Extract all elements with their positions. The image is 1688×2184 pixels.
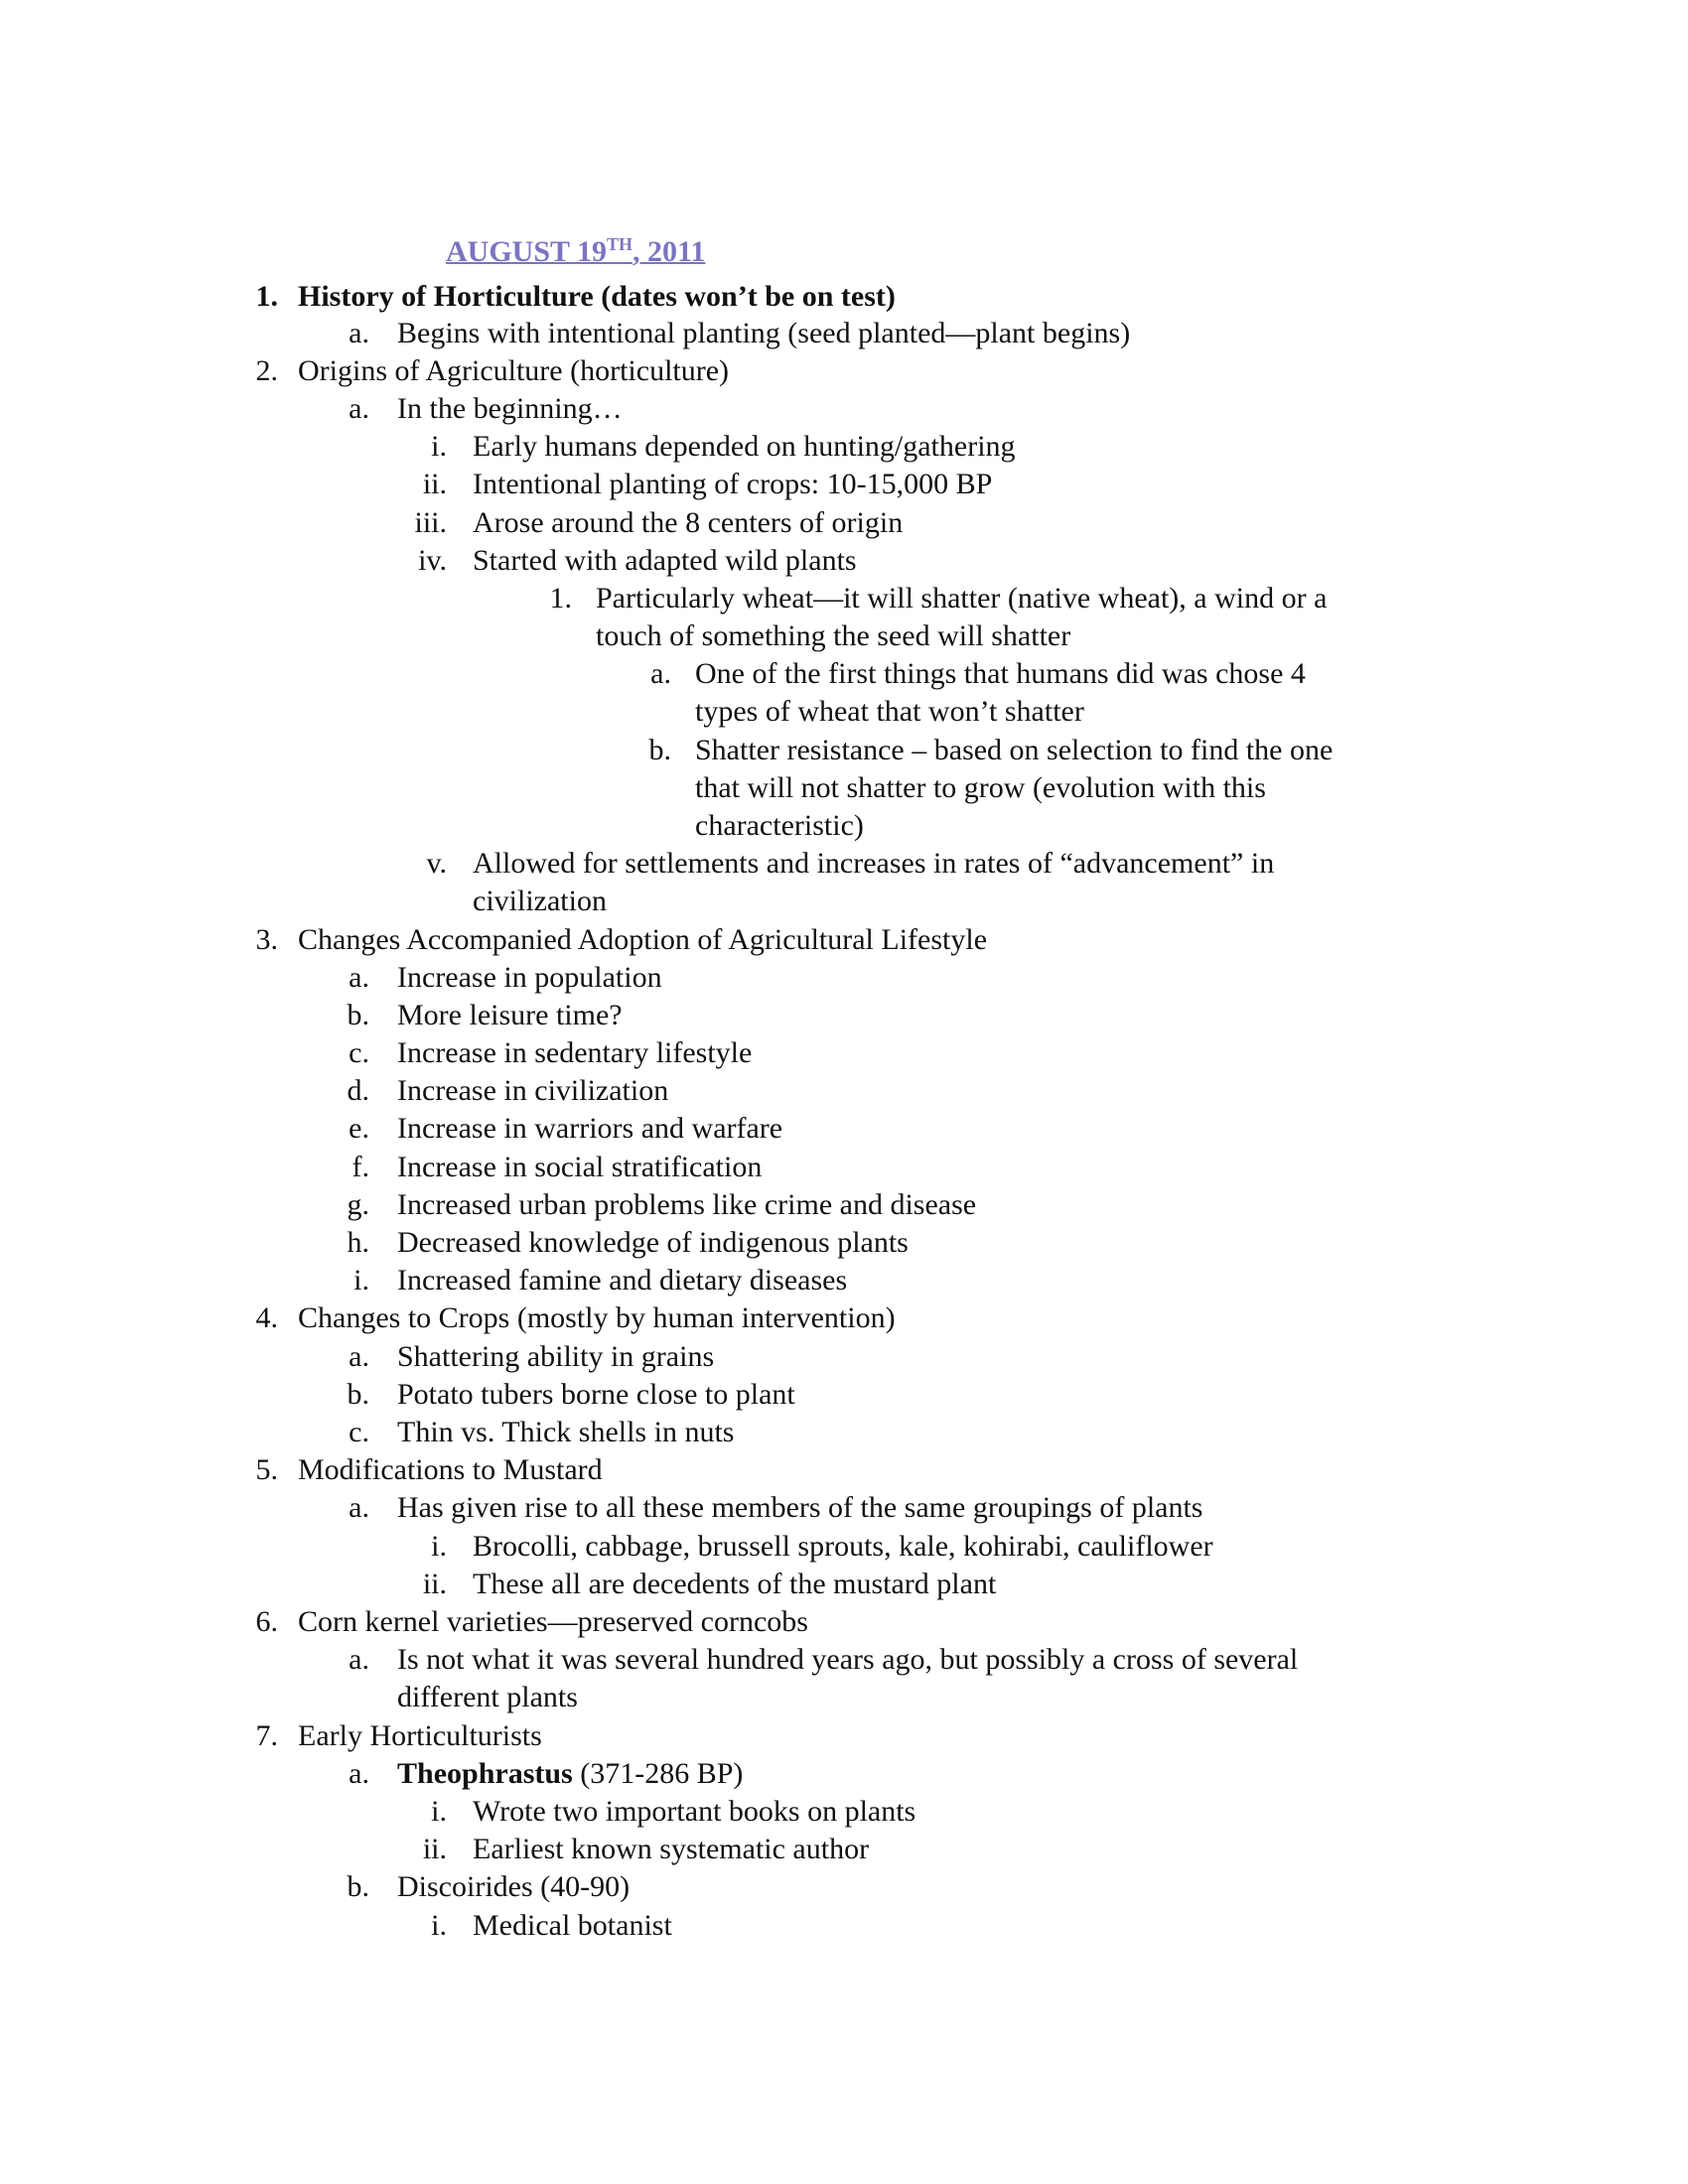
outline-line: [255, 1451, 603, 1489]
line-text: These all are decedents of the mustard plant: [473, 1568, 997, 1600]
outline-line: [418, 542, 857, 580]
outline-line: [349, 1034, 753, 1072]
list-marker: 1.: [549, 582, 572, 614]
outline-line: [422, 1831, 870, 1868]
list-marker: 4.: [255, 1301, 278, 1334]
line-text: Origins of Agriculture (horticulture): [298, 354, 730, 387]
list-marker: ii.: [422, 1568, 447, 1600]
line-text: Corn kernel varieties—preserved corncobs: [298, 1605, 808, 1638]
list-marker: ii.: [422, 1833, 447, 1865]
list-marker: a.: [349, 317, 369, 349]
outline-line: [431, 428, 1016, 466]
outline-line: [349, 315, 1131, 352]
outline-line: [422, 466, 993, 503]
title-main: AUGUST 19: [446, 235, 607, 268]
line-text: Shattering ability in grains: [397, 1340, 715, 1373]
outline-line: [349, 959, 662, 997]
line-text: touch of something the seed will shatter: [596, 619, 1071, 652]
list-marker: c.: [349, 1036, 369, 1069]
list-marker: i.: [431, 430, 447, 463]
outline-line: [255, 1299, 896, 1337]
line-text: Discoirides (40-90): [397, 1870, 631, 1903]
outline-line: [349, 390, 623, 428]
outline-line: [347, 997, 623, 1034]
line-text: (371-286 BP): [580, 1757, 744, 1790]
outline-line: [255, 352, 730, 390]
line-text: Modifications to Mustard: [298, 1453, 603, 1486]
outline-line: [648, 732, 1334, 769]
list-marker: a.: [650, 657, 671, 690]
list-marker: b.: [347, 1870, 369, 1903]
list-marker: c.: [349, 1416, 369, 1448]
line-text: Shatter resistance – based on selection to find the one: [695, 734, 1334, 766]
line-text: In the beginning…: [397, 392, 623, 425]
title-rest: , 2011: [633, 235, 706, 268]
outline-line: [473, 883, 607, 920]
list-marker: e.: [349, 1112, 369, 1145]
list-marker: 5.: [255, 1453, 278, 1486]
line-text: One of the first things that humans did was chose 4: [695, 657, 1306, 690]
line-text: Early humans depended on hunting/gathering: [473, 430, 1016, 463]
outline-line: [255, 1717, 542, 1755]
title-superscript: TH: [606, 234, 633, 254]
outline-line: [431, 1528, 1213, 1566]
list-marker: a.: [349, 961, 369, 994]
outline-line: [255, 278, 896, 316]
line-text: Increase in sedentary lifestyle: [397, 1036, 753, 1069]
outline-line: [347, 1186, 977, 1224]
line-text: Early Horticulturists: [298, 1719, 542, 1752]
list-marker: b.: [648, 734, 671, 766]
list-marker: iv.: [418, 544, 447, 577]
outline-line: [349, 1110, 783, 1148]
line-text: Changes to Crops (mostly by human intervention): [298, 1301, 896, 1334]
outline-line: [349, 1641, 1299, 1679]
outline-line: [347, 1868, 631, 1906]
line-text: Particularly wheat—it will shatter (native wheat), a wind or a: [596, 582, 1328, 614]
line-text: Is not what it was several hundred years ago, but possibly a cross of several: [397, 1643, 1299, 1676]
outline-line: [352, 1149, 763, 1186]
outline-line: [695, 807, 864, 845]
line-text: Started with adapted wild plants: [473, 544, 857, 577]
outline-line: [695, 693, 1084, 731]
list-marker: g.: [347, 1188, 369, 1221]
outline-line: [347, 1224, 909, 1262]
list-marker: 2.: [255, 354, 278, 387]
line-text: More leisure time?: [397, 999, 623, 1031]
list-marker: 6.: [255, 1605, 278, 1638]
line-text: civilization: [473, 885, 607, 917]
list-marker: h.: [347, 1226, 369, 1259]
outline-line: [349, 1414, 735, 1451]
list-marker: a.: [349, 1643, 369, 1676]
outline-line: [414, 504, 904, 542]
line-text: Wrote two important books on plants: [473, 1795, 916, 1828]
line-text: Intentional planting of crops: 10-15,000 BP: [473, 468, 993, 500]
outline-line: [353, 1262, 848, 1299]
line-text: Decreased knowledge of indigenous plants: [397, 1226, 909, 1259]
line-text: Begins with intentional planting (seed planted—plant begins): [397, 317, 1131, 349]
list-marker: d.: [347, 1074, 369, 1107]
outline-line: [422, 1566, 997, 1603]
line-text: Potato tubers borne close to plant: [397, 1378, 795, 1411]
line-text: History of Horticulture (dates won’t be on test): [298, 280, 896, 313]
line-text: Changes Accompanied Adoption of Agricultural Lifestyle: [298, 923, 988, 956]
list-marker: 7.: [255, 1719, 278, 1752]
line-text: Increased famine and dietary diseases: [397, 1264, 848, 1297]
outline-line: [347, 1072, 669, 1110]
outline-line: [426, 845, 1275, 883]
line-text: Increase in civilization: [397, 1074, 669, 1107]
outline-line: [596, 617, 1070, 655]
line-text: Increase in social stratification: [397, 1151, 763, 1183]
list-marker: a.: [349, 392, 369, 425]
list-marker: i.: [431, 1795, 447, 1828]
outline-line: [255, 921, 988, 959]
outline-line: [431, 1907, 672, 1945]
outline-line: [650, 655, 1306, 693]
list-marker: v.: [426, 847, 447, 880]
list-marker: 3.: [255, 923, 278, 956]
outline-line: [349, 1755, 744, 1793]
list-marker: a.: [349, 1491, 369, 1524]
list-marker: b.: [347, 999, 369, 1031]
list-marker: b.: [347, 1378, 369, 1411]
line-text: Increase in population: [397, 961, 662, 994]
line-text: different plants: [397, 1681, 578, 1713]
outline-line: [397, 1679, 578, 1716]
line-text: Allowed for settlements and increases in rates of “advancement” in: [473, 847, 1275, 880]
list-marker: i.: [431, 1909, 447, 1942]
list-marker: iii.: [414, 506, 447, 539]
line-text: Thin vs. Thick shells in nuts: [397, 1416, 735, 1448]
line-text: types of wheat that won’t shatter: [695, 695, 1084, 728]
line-text: Medical botanist: [473, 1909, 672, 1942]
line-text: characteristic): [695, 809, 864, 842]
list-marker: f.: [352, 1151, 369, 1183]
list-marker: a.: [349, 1757, 369, 1790]
line-text: Increase in warriors and warfare: [397, 1112, 783, 1145]
line-text: Arose around the 8 centers of origin: [473, 506, 904, 539]
outline-line: [349, 1338, 715, 1376]
outline-line: [431, 1793, 916, 1831]
list-marker: ii.: [422, 468, 447, 500]
page-title: [446, 235, 705, 269]
outline-line: [255, 1603, 808, 1641]
outline-line: [347, 1376, 795, 1414]
line-text: Has given rise to all these members of the same groupings of plants: [397, 1491, 1203, 1524]
bold-name: Theophrastus: [397, 1757, 573, 1790]
line-text: that will not shatter to grow (evolution with this: [695, 771, 1266, 804]
outline-line: [695, 769, 1266, 807]
line-text: Earliest known systematic author: [473, 1833, 870, 1865]
outline-line: [549, 580, 1328, 617]
list-marker: i.: [353, 1264, 369, 1297]
line-text: Increased urban problems like crime and disease: [397, 1188, 977, 1221]
outline-line: [349, 1489, 1203, 1527]
list-marker: i.: [431, 1530, 447, 1563]
list-marker: a.: [349, 1340, 369, 1373]
line-text: Brocolli, cabbage, brussell sprouts, kale, kohirabi, cauliflower: [473, 1530, 1213, 1563]
list-marker: 1.: [255, 280, 278, 313]
